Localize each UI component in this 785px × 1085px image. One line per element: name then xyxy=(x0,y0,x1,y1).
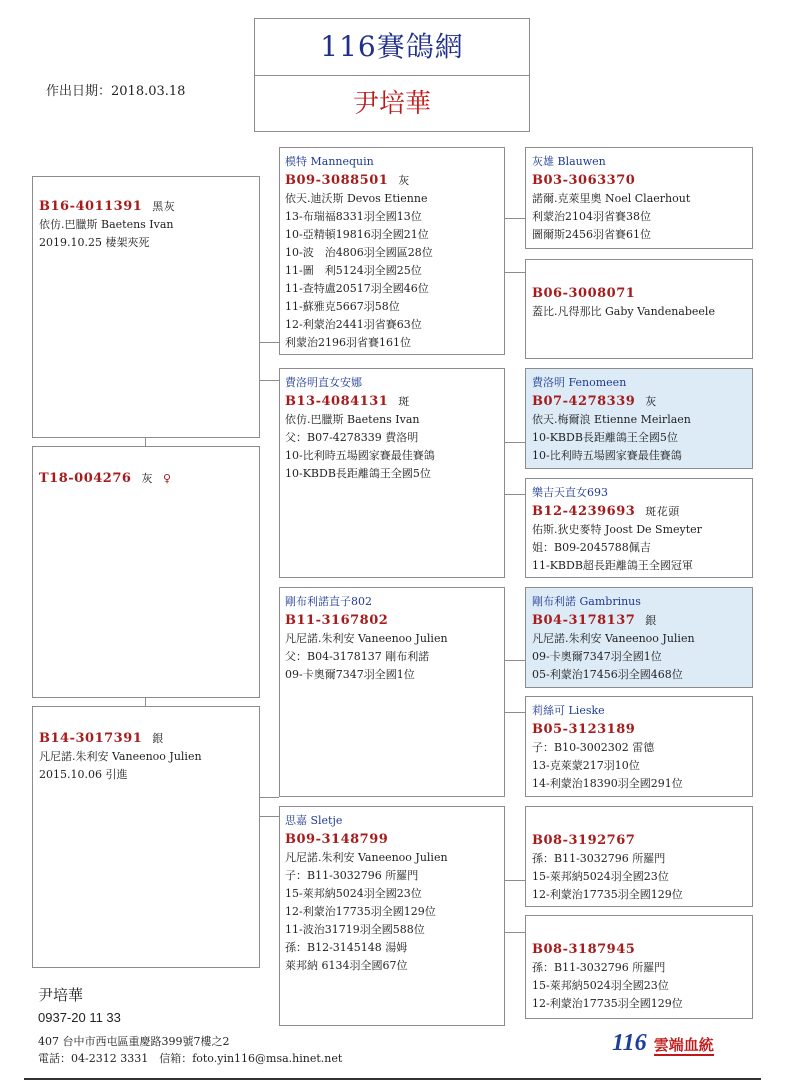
pedigree-ring: B11-3167802 xyxy=(285,613,389,628)
pedigree-name: 樂吉天直女693 xyxy=(532,486,608,499)
sire-line: 2019.10.25 棲架夾死 xyxy=(39,236,150,249)
pedigree-line: 諾爾.克萊里奧 Noel Claerhout xyxy=(532,192,691,205)
pedigree-line: 09-卡奧爾7347羽全國1位 xyxy=(285,668,415,681)
pedigree-ring: B09-3088501 灰 xyxy=(285,173,410,188)
logo-number: 116 xyxy=(612,1030,647,1056)
pedigree-ring: B06-3008071 xyxy=(532,286,636,301)
pedigree-line: 12-利蒙治2441羽省賽63位 xyxy=(285,318,422,331)
sire-box xyxy=(32,176,260,438)
pedigree-name: 灰雄 Blauwen xyxy=(532,155,606,168)
pedigree-name: 思嘉 Sletje xyxy=(285,814,343,827)
pedigree-line: 姐：B09-2045788佩吉 xyxy=(532,541,651,554)
pedigree-name: 費洛明 Fenomeen xyxy=(532,376,627,389)
pedigree-line: 10-比利時五場國家賽最佳賽鴿 xyxy=(532,449,682,462)
pedigree-line: 10-亞精頓19816羽全國21位 xyxy=(285,228,429,241)
pedigree-line: 萊邦納 6134羽全國67位 xyxy=(285,959,408,972)
pedigree-line: 父：B04-3178137 剛布利諾 xyxy=(285,650,430,663)
ggp-box-8 xyxy=(525,915,753,1019)
pedigree-line: 佑斯.狄史麥特 Joost De Smeyter xyxy=(532,523,702,536)
dam-line: 凡尼諾.朱利安 Vaneenoo Julien xyxy=(39,750,202,763)
ggp-box-5 xyxy=(525,587,753,688)
pedigree-line: 12-利蒙治17735羽全國129位 xyxy=(285,905,436,918)
bottom-divider xyxy=(24,1078,761,1080)
pedigree-line: 10-KBDB長距離鴿王全國5位 xyxy=(285,467,431,480)
dam-ring: B14-3017391 銀 xyxy=(39,731,164,746)
pedigree-line: 11-KBDB超長距離鴿王全國冠軍 xyxy=(532,559,693,572)
pedigree-ring: B07-4278339 灰 xyxy=(532,394,657,409)
pedigree-line: 圖爾斯2456羽省賽61位 xyxy=(532,228,651,241)
subject-ring: T18-004276 灰 ♀ xyxy=(39,471,172,486)
pedigree-ring: B12-4239693 斑花頭 xyxy=(532,504,680,519)
pedigree-line: 利蒙治2196羽省賽161位 xyxy=(285,336,411,349)
footer-contact: 電話：04-2312 3331 信箱：foto.yin116@msa.hinet.net xyxy=(38,1052,343,1065)
pedigree-line: 依天.迪沃斯 Devos Etienne xyxy=(285,192,428,205)
pedigree-ring: B08-3187945 xyxy=(532,942,636,957)
pedigree-line: 15-萊邦納5024羽全國23位 xyxy=(532,979,669,992)
pedigree-line: 利蒙治2104羽省賽38位 xyxy=(532,210,651,223)
pedigree-line: 孫：B11-3032796 所羅門 xyxy=(532,961,666,974)
ggp-box-2 xyxy=(525,259,753,359)
ggp-box-6 xyxy=(525,696,753,797)
pedigree-line: 12-利蒙治17735羽全國129位 xyxy=(532,997,683,1010)
pedigree-line: 12-利蒙治17735羽全國129位 xyxy=(532,888,683,901)
pedigree-line: 11-蘇雅克5667羽58位 xyxy=(285,300,400,313)
site-title: 116賽鴿網 xyxy=(320,30,464,63)
pedigree-line: 孫：B11-3032796 所羅門 xyxy=(532,852,666,865)
pedigree-name: 剛布利諾直子802 xyxy=(285,595,372,608)
owner-title: 尹培華 xyxy=(352,89,431,119)
pedigree-line: 13-布瑞福8331羽全國13位 xyxy=(285,210,422,223)
pedigree-line: 孫：B12-3145148 湯姆 xyxy=(285,941,408,954)
pedigree-line: 13-克萊蒙217羽10位 xyxy=(532,759,640,772)
pedigree-line: 14-利蒙治18390羽全國291位 xyxy=(532,777,683,790)
pedigree-line: 凡尼諾.朱利安 Vaneenoo Julien xyxy=(285,632,448,645)
pedigree-ring: B03-3063370 xyxy=(532,173,636,188)
grandsire-maternal-box xyxy=(279,587,505,797)
subject-box xyxy=(32,446,260,698)
pedigree-line: 09-卡奧爾7347羽全國1位 xyxy=(532,650,662,663)
pedigree-line: 10-波 治4806羽全國區28位 xyxy=(285,246,433,259)
sire-ring: B16-4011391 黑灰 xyxy=(39,199,176,214)
pedigree-line: 子：B11-3032796 所羅門 xyxy=(285,869,419,882)
pedigree-name: 模特 Mannequin xyxy=(285,155,374,168)
pedigree-line: 依仿.巴臘斯 Baetens Ivan xyxy=(285,413,420,426)
pedigree-line: 凡尼諾.朱利安 Vaneenoo Julien xyxy=(532,632,695,645)
footer-phone: 0937-20 11 33 xyxy=(38,1010,121,1025)
ggp-box-1 xyxy=(525,147,753,249)
sire-line: 依仿.巴臘斯 Baetens Ivan xyxy=(39,218,174,231)
pedigree-ring: B04-3178137 銀 xyxy=(532,613,657,628)
pedigree-line: 10-比利時五場國家賽最佳賽鴿 xyxy=(285,449,435,462)
dam-line: 2015.10.06 引進 xyxy=(39,768,128,781)
pedigree-line: 11-波治31719羽全國588位 xyxy=(285,923,425,936)
dam-box xyxy=(32,706,260,968)
ggp-box-3 xyxy=(525,368,753,469)
date-label: 作出日期：2018.03.18 xyxy=(46,84,186,99)
brand-logo xyxy=(612,1030,714,1056)
ggp-box-4 xyxy=(525,478,753,578)
pedigree-line: 15-萊邦納5024羽全國23位 xyxy=(532,870,669,883)
pedigree-line: 凡尼諾.朱利安 Vaneenoo Julien xyxy=(285,851,448,864)
footer-address: 407 台中市西屯區重慶路399號7樓之2 xyxy=(38,1035,230,1048)
pedigree-line: 05-利蒙治17456羽全國468位 xyxy=(532,668,683,681)
granddam-paternal-box xyxy=(279,368,505,578)
pedigree-name: 莉絲可 Lieske xyxy=(532,704,605,717)
pedigree-line: 蓋比.凡得那比 Gaby Vandenabeele xyxy=(532,305,715,318)
pedigree-line: 15-萊邦納5024羽全國23位 xyxy=(285,887,422,900)
pedigree-line: 父：B07-4278339 費洛明 xyxy=(285,431,419,444)
footer-owner: 尹培華 xyxy=(38,986,84,1004)
pedigree-name: 剛布利諾 Gambrinus xyxy=(532,595,641,608)
granddam-maternal-box xyxy=(279,806,505,1026)
pedigree-ring: B09-3148799 xyxy=(285,832,389,847)
pedigree-line: 10-KBDB長距離鴿王全國5位 xyxy=(532,431,678,444)
pedigree-ring: B13-4084131 斑 xyxy=(285,394,410,409)
pedigree-ring: B08-3192767 xyxy=(532,833,636,848)
pedigree-line: 子：B10-3002302 雷德 xyxy=(532,741,655,754)
ggp-box-7 xyxy=(525,806,753,907)
title-block xyxy=(254,18,530,132)
grandsire-paternal-box xyxy=(279,147,505,355)
logo-text: 雲端血統 xyxy=(653,1036,714,1054)
pedigree-line: 依天.梅爾浪 Etienne Meirlaen xyxy=(532,413,691,426)
pedigree-line: 11-查特盧20517羽全國46位 xyxy=(285,282,429,295)
pedigree-line: 11-圖 利5124羽全國25位 xyxy=(285,264,422,277)
pedigree-name: 費洛明直女安娜 xyxy=(285,376,362,389)
pedigree-ring: B05-3123189 xyxy=(532,722,636,737)
